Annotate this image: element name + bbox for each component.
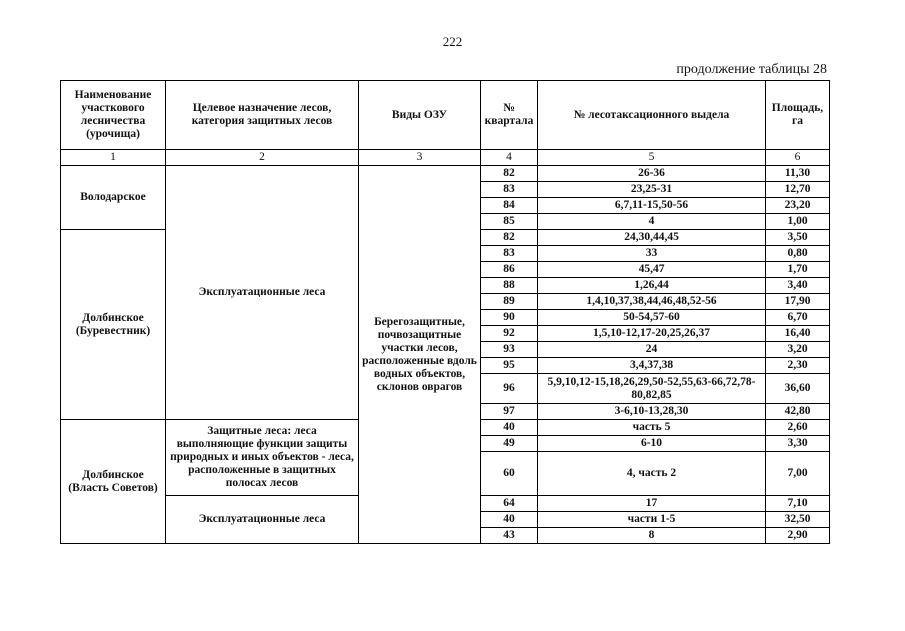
header-cell-area: Площадь, га	[766, 81, 830, 150]
header-cell-forestry: Наименование участкового лесничества (урочища)	[61, 81, 166, 150]
kvartal-cell: 86	[481, 262, 538, 278]
vydel-cell: 33	[538, 246, 766, 262]
kvartal-cell: 89	[481, 294, 538, 310]
kvartal-cell: 49	[481, 436, 538, 452]
area-cell: 7,10	[766, 496, 830, 512]
vydel-cell: 4, часть 2	[538, 452, 766, 496]
vydel-cell: 1,26,44	[538, 278, 766, 294]
kvartal-cell: 83	[481, 246, 538, 262]
kvartal-cell: 88	[481, 278, 538, 294]
area-cell: 3,40	[766, 278, 830, 294]
vydel-cell: части 1-5	[538, 512, 766, 528]
kvartal-cell: 43	[481, 528, 538, 544]
kvartal-cell: 82	[481, 230, 538, 246]
kvartal-cell: 40	[481, 420, 538, 436]
header-row	[61, 81, 830, 150]
area-cell: 23,20	[766, 198, 830, 214]
table-caption: продолжение таблицы 28	[676, 62, 827, 77]
purpose-cell: Защитные леса: леса выполняющие функции защиты природных и иных объектов - леса, расположенные в защитных полосах лесов	[166, 420, 359, 496]
vydel-cell: 8	[538, 528, 766, 544]
area-cell: 32,50	[766, 512, 830, 528]
kvartal-cell: 82	[481, 166, 538, 182]
area-cell: 3,20	[766, 342, 830, 358]
purpose-cell: Эксплуатационные леса	[166, 496, 359, 544]
area-cell: 11,30	[766, 166, 830, 182]
area-cell: 3,50	[766, 230, 830, 246]
kvartal-cell: 84	[481, 198, 538, 214]
area-cell: 12,70	[766, 182, 830, 198]
forestry-name-cell: Долбинское (Власть Советов)	[61, 420, 166, 544]
vydel-cell: 1,5,10-12,17-20,25,26,37	[538, 326, 766, 342]
vydel-cell: 5,9,10,12-15,18,26,29,50-52,55,63-66,72,78-80,82,85	[538, 374, 766, 404]
kvartal-cell: 90	[481, 310, 538, 326]
vydel-cell: 17	[538, 496, 766, 512]
forestry-name-cell: Долбинское (Буревестник)	[61, 230, 166, 420]
page-number: 222	[442, 34, 463, 49]
area-cell: 0,80	[766, 246, 830, 262]
kvartal-cell: 60	[481, 452, 538, 496]
area-cell: 36,60	[766, 374, 830, 404]
vydel-cell: 3-6,10-13,28,30	[538, 404, 766, 420]
area-cell: 2,60	[766, 420, 830, 436]
area-cell: 1,00	[766, 214, 830, 230]
forestry-name-cell: Володарское	[61, 166, 166, 230]
vydel-cell: 6-10	[538, 436, 766, 452]
kvartal-cell: 83	[481, 182, 538, 198]
vydel-cell: 23,25-31	[538, 182, 766, 198]
kvartal-cell: 92	[481, 326, 538, 342]
kvartal-cell: 95	[481, 358, 538, 374]
kvartal-cell: 40	[481, 512, 538, 528]
forest-table	[60, 80, 830, 544]
header-cell-kvartal: № квартала	[481, 81, 538, 150]
vydel-cell: 4	[538, 214, 766, 230]
vydel-cell: 50-54,57-60	[538, 310, 766, 326]
column-number: 5	[538, 150, 766, 166]
purpose-cell: Эксплуатационные леса	[166, 166, 359, 420]
kvartal-cell: 93	[481, 342, 538, 358]
column-number: 4	[481, 150, 538, 166]
vydel-cell: 6,7,11-15,50-56	[538, 198, 766, 214]
kvartal-cell: 96	[481, 374, 538, 404]
area-cell: 2,90	[766, 528, 830, 544]
column-number: 1	[61, 150, 166, 166]
area-cell: 6,70	[766, 310, 830, 326]
column-number: 3	[359, 150, 481, 166]
header-cell-ozu: Виды ОЗУ	[359, 81, 481, 150]
ozu-type-cell: Берегозащитные, почвозащитные участки лесов, расположенные вдоль водных объектов, склонов оврагов	[359, 166, 481, 544]
kvartal-cell: 64	[481, 496, 538, 512]
column-number: 6	[766, 150, 830, 166]
vydel-cell: 3,4,37,38	[538, 358, 766, 374]
kvartal-cell: 97	[481, 404, 538, 420]
area-cell: 3,30	[766, 436, 830, 452]
area-cell: 17,90	[766, 294, 830, 310]
vydel-cell: часть 5	[538, 420, 766, 436]
column-number: 2	[166, 150, 359, 166]
table-row	[61, 166, 830, 182]
area-cell: 2,30	[766, 358, 830, 374]
header-cell-vydel: № лесотаксационного выдела	[538, 81, 766, 150]
kvartal-cell: 85	[481, 214, 538, 230]
vydel-cell: 26-36	[538, 166, 766, 182]
vydel-cell: 24,30,44,45	[538, 230, 766, 246]
vydel-cell: 1,4,10,37,38,44,46,48,52-56	[538, 294, 766, 310]
vydel-cell: 45,47	[538, 262, 766, 278]
column-number-row	[61, 150, 830, 166]
area-cell: 7,00	[766, 452, 830, 496]
area-cell: 42,80	[766, 404, 830, 420]
area-cell: 1,70	[766, 262, 830, 278]
vydel-cell: 24	[538, 342, 766, 358]
area-cell: 16,40	[766, 326, 830, 342]
header-cell-purpose: Целевое назначение лесов, категория защитных лесов	[166, 81, 359, 150]
